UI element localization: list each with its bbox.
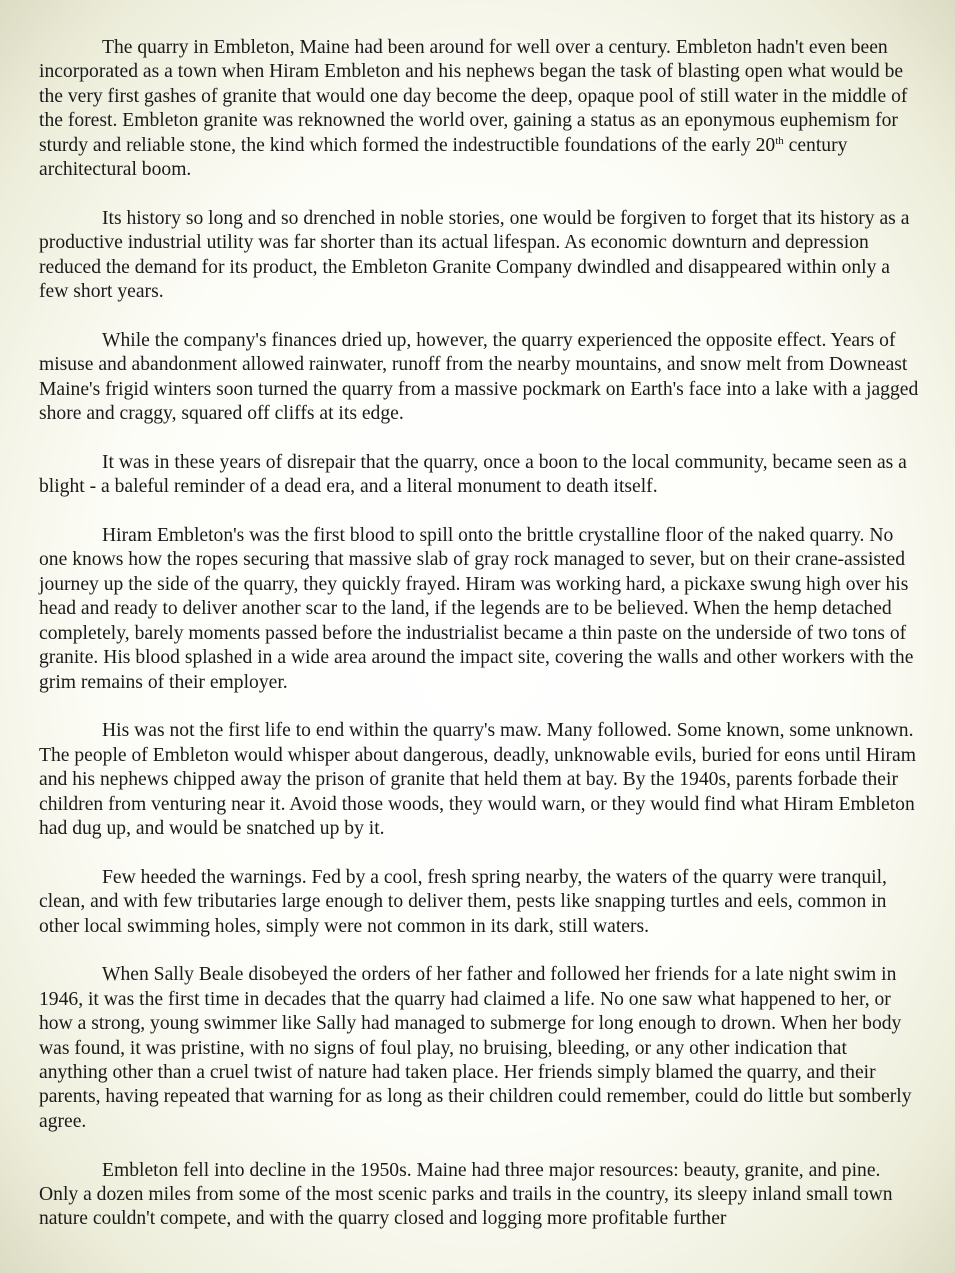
paragraph-company-decline: Its history so long and so drenched in noble stories, one would be forgiven to forget that its history as a productive industrial utility was far shorter than its actual lifespan. As economic downturn and depression reduced the demand for its product, the Embleton Granite Company dwindled and disappeared within only a few short years. (39, 207, 910, 303)
paragraph-text: The quarry in Embleton, Maine had been around for well over a century. Embleton hadn't even been incorporated as a town when Hiram Embleton and his nephews began the task of blasting open what would be the very first gashes of granite that would one day become the deep, opaque pool of still water in the middle of the forest. Embleton granite was reknowned the world over, gaining a status as an eponymous euphemism for sturdy and reliable stone, the kind which formed the indestructible foundations of the early 20 (39, 37, 908, 156)
paragraph-warnings: Few heeded the warnings. Fed by a cool, fresh spring nearby, the waters of the quarry were tranquil, clean, and with few tributaries large enough to deliver them, pests like snapping turtles and eels, common in other local swimming holes, simply were not common in its dark, still waters. (39, 866, 887, 937)
paragraph-blight: It was in these years of disrepair that the quarry, once a boon to the local community, became seen as a blight - a baleful reminder of a dead era, and a literal monument to death itself. (39, 451, 907, 498)
paragraph-quarry-history (39, 36, 919, 182)
paragraph-hiram-death: Hiram Embleton's was the first blood to spill onto the brittle crystalline floor of the naked quarry. No one knows how the ropes securing that massive slab of gray rock managed to sever, but on their crane-assisted journey up the side of the quarry, they quickly frayed. Hiram was working hard, a pickaxe swung high over his head and ready to deliver another scar to the land, if the legends are to be believed. When the hemp detached completely, barely moments passed before the industrialist became a thin paste on the underside of two tons of granite. His blood splashed in a wide area around the impact site, covering the walls and other workers with the grim remains of their employer. (39, 525, 914, 693)
paragraph-town-decline: Embleton fell into decline in the 1950s. Maine had three major resources: beauty, granite, and pine. Only a dozen miles from some of the most scenic parks and trails in the country, its sleepy inland small town nature couldn't compete, and with the quarry closed and logging more profitable further (39, 1159, 893, 1230)
paragraph-many-followed: His was not the first life to end within the quarry's maw. Many followed. Some known, some unknown. The people of Embleton would whisper about dangerous, deadly, unknowable evils, buried for eons until Hiram and his nephews chipped away the prison of granite that held them at bay. By the 1940s, parents forbade their children from venturing near it. Avoid those woods, they would warn, or they would find what Hiram Embleton had dug up, and would be snatched up by it. (39, 720, 916, 839)
document-page (39, 36, 919, 1256)
paragraph-sally-beale: When Sally Beale disobeyed the orders of her father and followed her friends for a late night swim in 1946, it was the first time in decades that the quarry had claimed a life. No one saw what happened to her, or how a strong, young swimmer like Sally had managed to submerge for long enough to drown. When her body was found, it was pristine, with no signs of foul play, no bruising, bleeding, or any other indication that anything other than a cruel twist of nature had taken place. Her friends simply blamed the quarry, and their parents, having repeated that warning for as long as their children could remember, could do little but somberly agree. (39, 964, 912, 1132)
superscript-ordinal: th (775, 134, 784, 147)
paragraph-text: century architectural boom. (39, 134, 848, 181)
paragraph-quarry-flooding: While the company's finances dried up, however, the quarry experienced the opposite effect. Years of misuse and abandonment allowed rainwater, runoff from the nearby mountains, and snow melt from Downeast Maine's frigid winters soon turned the quarry from a massive pockmark on Earth's face into a lake with a jagged shore and craggy, squared off cliffs at its edge. (39, 329, 919, 425)
